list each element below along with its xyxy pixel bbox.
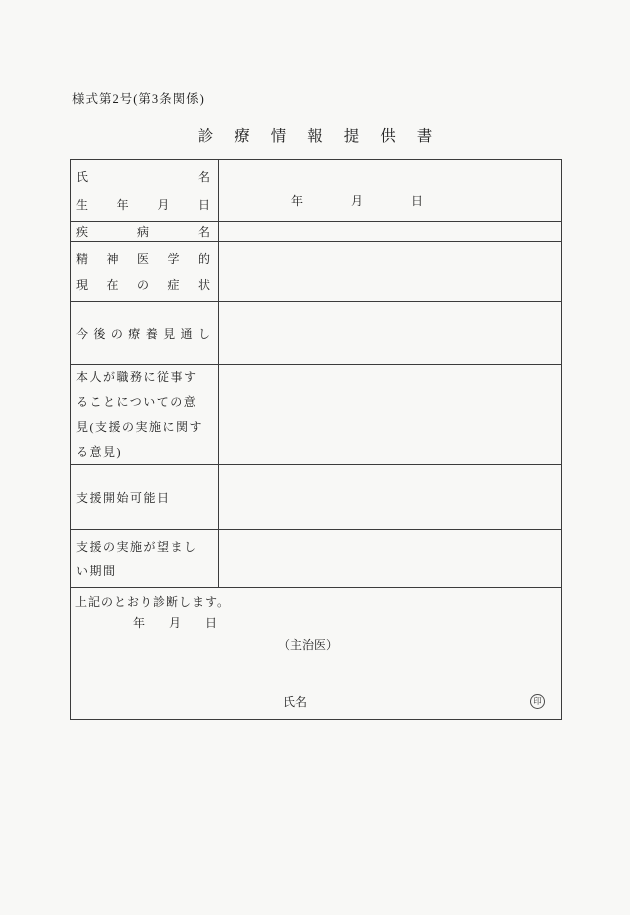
work-opinion-label-line1: 本人が職務に従事す — [76, 369, 198, 384]
name-birthdate-labels — [71, 160, 219, 221]
treatment-outlook-value — [219, 302, 561, 364]
medical-info-table — [70, 159, 562, 720]
name-birthdate-row — [71, 160, 561, 221]
doctor-signature-line — [75, 693, 557, 710]
support-period-label-line1: 支援の実施が望まし — [76, 539, 198, 554]
support-start-date-row — [71, 464, 561, 529]
work-opinion-label-cell — [71, 365, 219, 464]
diagnosis-footer-cell — [71, 588, 561, 719]
support-period-label-cell — [71, 530, 219, 587]
support-period-label-line2: い期間 — [76, 563, 117, 578]
work-opinion-value — [219, 365, 561, 464]
diagnosis-footer-row — [71, 587, 561, 719]
disease-name-label: 疾 病 名 — [76, 225, 210, 239]
psychiatric-symptoms-label-line2: 現 在 の 症 状 — [76, 277, 210, 292]
work-opinion-label-line3: 見(支援の実施に関す — [76, 419, 203, 434]
treatment-outlook-row — [71, 301, 561, 364]
disease-name-label-cell — [71, 222, 219, 241]
diagnosis-statement: 上記のとおり診断します。 — [75, 595, 231, 609]
work-opinion-label-line2: ることについての意 — [76, 394, 198, 409]
disease-name-value — [219, 222, 561, 241]
psychiatric-symptoms-label-cell — [71, 242, 219, 301]
document-title: 診療情報提供書 — [197, 128, 454, 145]
support-start-date-label: 支援開始可能日 — [76, 490, 171, 505]
support-start-date-label-cell — [71, 465, 219, 529]
psychiatric-symptoms-label-line1: 精 神 医 学 的 — [76, 251, 210, 266]
name-birthdate-values — [219, 160, 561, 221]
work-opinion-row — [71, 364, 561, 464]
name-label: 氏 名 — [76, 169, 210, 184]
support-start-date-value — [219, 465, 561, 529]
birthdate-value-template: 年 月 日 — [291, 194, 424, 208]
diagnosis-date-line: 年 月 日 — [133, 616, 218, 630]
treatment-outlook-label-cell — [71, 302, 219, 364]
support-period-value — [219, 530, 561, 587]
seal-icon: 印 — [530, 694, 545, 709]
disease-name-row — [71, 221, 561, 241]
psychiatric-symptoms-value — [219, 242, 561, 301]
treatment-outlook-label: 今 後 の 療 養 見 通 し — [76, 326, 210, 341]
doctor-name-label: 氏名 — [283, 695, 308, 709]
attending-doctor-label: （主治医） — [278, 638, 339, 652]
birthdate-label: 生 年 月 日 — [76, 198, 210, 213]
work-opinion-label-line4: る意見) — [76, 444, 122, 459]
psychiatric-symptoms-row — [71, 241, 561, 301]
support-period-row — [71, 529, 561, 587]
form-number-label: 様式第2号(第3条関係) — [72, 92, 205, 106]
